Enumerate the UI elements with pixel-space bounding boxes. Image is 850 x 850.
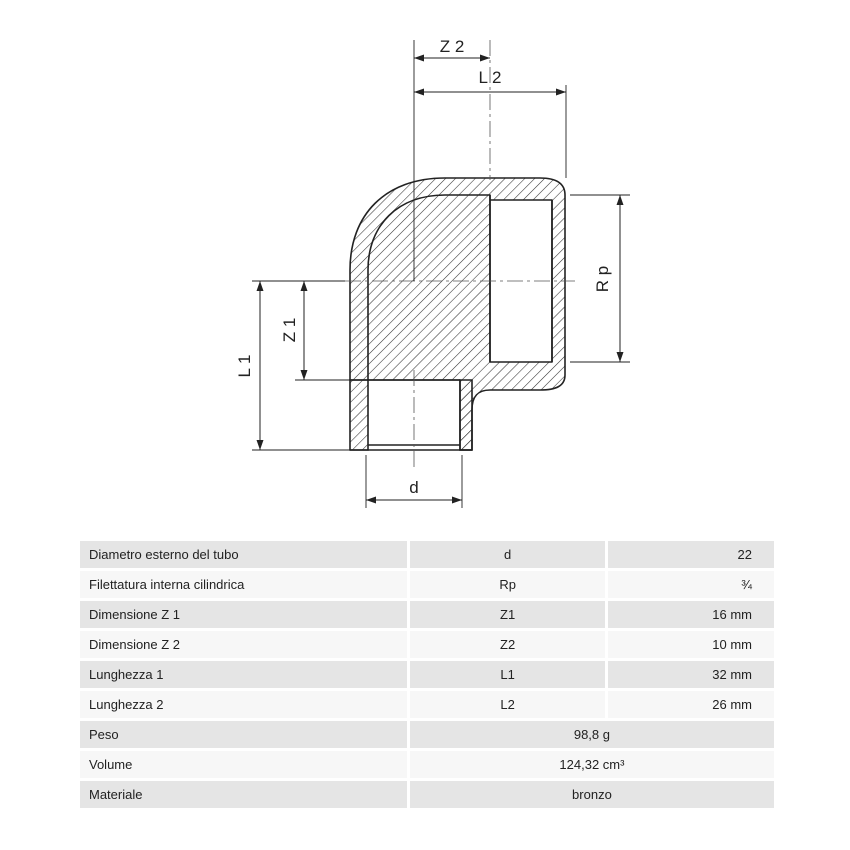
row-value: 32 mm bbox=[605, 661, 774, 688]
d-label: d bbox=[409, 478, 419, 497]
rp-label: R p bbox=[593, 265, 612, 293]
z1-label: Z 1 bbox=[280, 317, 299, 343]
row-symbol: L1 bbox=[407, 661, 606, 688]
table-row bbox=[80, 691, 774, 718]
fitting-wall-section bbox=[350, 178, 565, 450]
specification-table bbox=[80, 538, 774, 811]
row-value: 124,32 cm³ bbox=[407, 751, 774, 778]
row-value: 22 bbox=[605, 541, 774, 568]
table-row bbox=[80, 601, 774, 628]
table-row bbox=[80, 781, 774, 808]
row-symbol: L2 bbox=[407, 691, 606, 718]
fitting-spigot-wall bbox=[350, 380, 368, 450]
table-row bbox=[80, 751, 774, 778]
row-label: Materiale bbox=[80, 781, 407, 808]
fitting-spigot-wall-right bbox=[460, 380, 472, 450]
row-symbol: Rp bbox=[407, 571, 606, 598]
row-label: Volume bbox=[80, 751, 407, 778]
row-label: Dimensione Z 2 bbox=[80, 631, 407, 658]
row-value: 16 mm bbox=[605, 601, 774, 628]
table-row bbox=[80, 721, 774, 748]
row-symbol: d bbox=[407, 541, 606, 568]
row-label: Lunghezza 2 bbox=[80, 691, 407, 718]
row-label: Peso bbox=[80, 721, 407, 748]
row-symbol: Z2 bbox=[407, 631, 606, 658]
table-row bbox=[80, 541, 774, 568]
row-symbol: Z1 bbox=[407, 601, 606, 628]
table-row bbox=[80, 661, 774, 688]
row-value: 26 mm bbox=[605, 691, 774, 718]
table-row bbox=[80, 571, 774, 598]
row-label: Lunghezza 1 bbox=[80, 661, 407, 688]
l2-label: L 2 bbox=[478, 68, 502, 87]
l1-label: L 1 bbox=[235, 354, 254, 378]
row-label: Diametro esterno del tubo bbox=[80, 541, 407, 568]
row-value: 10 mm bbox=[605, 631, 774, 658]
table-row bbox=[80, 631, 774, 658]
row-value: bronzo bbox=[407, 781, 774, 808]
row-label: Dimensione Z 1 bbox=[80, 601, 407, 628]
z2-label: Z 2 bbox=[439, 37, 465, 56]
row-value: 98,8 g bbox=[407, 721, 774, 748]
row-value: ¾ bbox=[605, 571, 774, 598]
row-label: Filettatura interna cilindrica bbox=[80, 571, 407, 598]
